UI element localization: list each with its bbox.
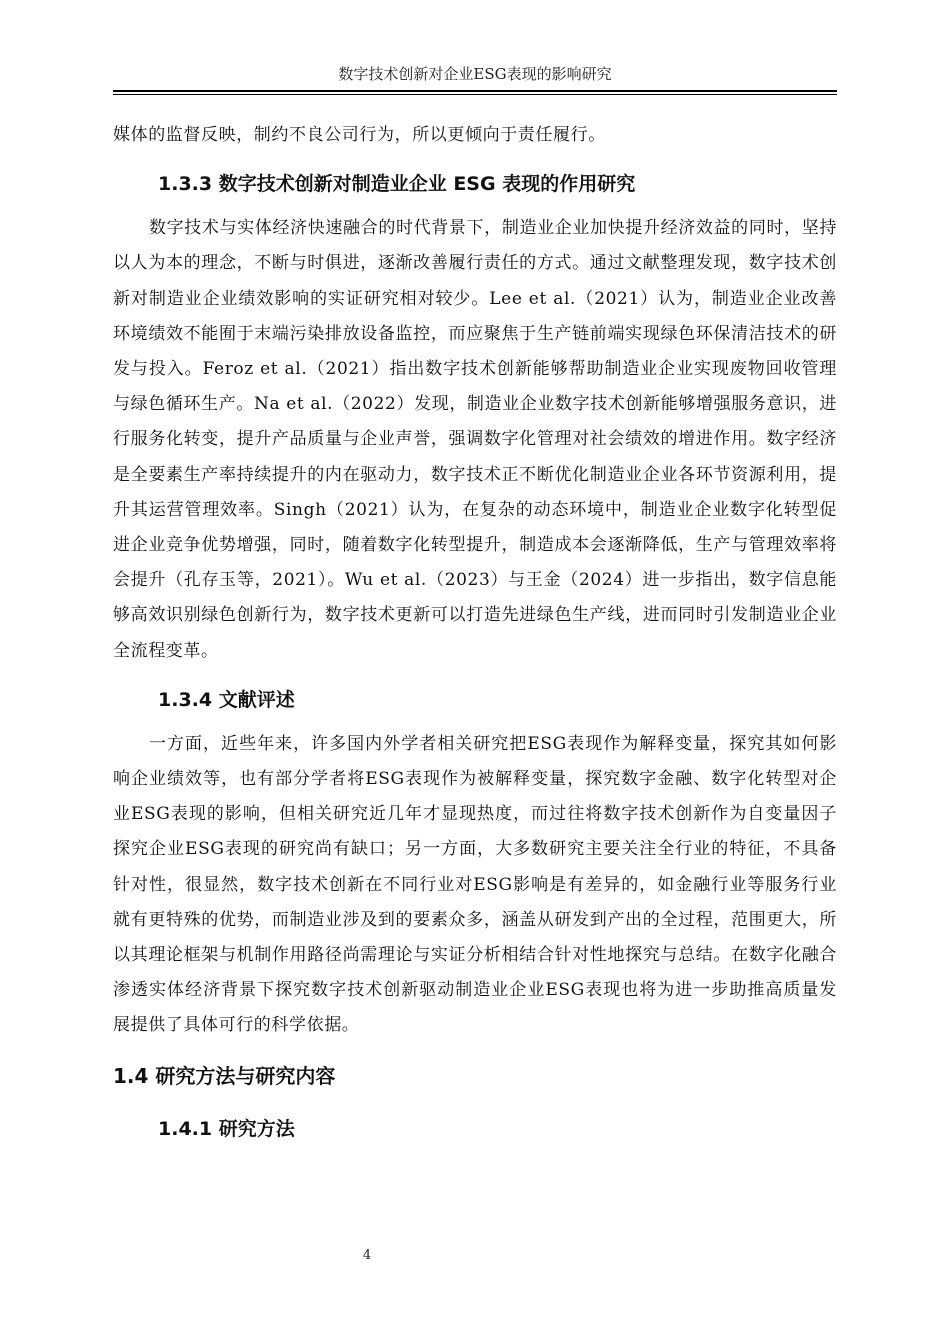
section-heading-1-3-3: 1.3.3 数字技术创新对制造业企业 ESG 表现的作用研究 <box>158 173 636 196</box>
page-body <box>113 118 837 1152</box>
section-heading-1-4-1: 1.4.1 研究方法 <box>158 1117 295 1140</box>
section-heading-1-4: 1.4 研究方法与研究内容 <box>113 1063 336 1088</box>
running-header-title: 数字技术创新对企业ESG表现的影响研究 <box>338 65 612 83</box>
paragraph-1-3-3: 数字技术与实体经济快速融合的时代背景下，制造业企业加快提升经济效益的同时，坚持以人为本的理念，不断与时俱进，逐渐改善履行责任的方式。通过文献整理发现，数字技术创新对制造业企业绩效影响的实证研究相对较少。Lee et al.（2021）认为，制造业企业改善环境绩效不能囿于末端污染排放设备监控，而应聚焦于生产链前端实现绿色环保清洁技术的研发与投入。Feroz et al.（2021）指出数字技术创新能够帮助制造业企业实现废物回收管理与绿色循环生产。Na et al.（2022）发现，制造业企业数字技术创新能够增强服务意识，进行服务化转变，提升产品质量与企业声誉，强调数字化管理对社会绩效的增进作用。数字经济是全要素生产率持续提升的内在驱动力，数字技术正不断优化制造业企业各环节资源利用，提升其运营管理效率。Singh（2021）认为，在复杂的动态环境中，制造业企业数字化转型促进企业竞争优势增强，同时，随着数字化转型提升，制造成本会逐渐降低，生产与管理效率将会提升（孔存玉等，2021）。Wu et al.（2023）与王金（2024）进一步指出，数字信息能够高效识别绿色创新行为，数字技术更新可以打造先进绿色生产线，进而同时引发制造业企业全流程变革。 <box>113 218 837 661</box>
header-rule <box>113 90 837 95</box>
paragraph-1-3-4: 一方面，近些年来，许多国内外学者相关研究把ESG表现作为解释变量，探究其如何影响企业绩效等，也有部分学者将ESG表现作为被解释变量，探究数字金融、数字化转型对企业ESG表现的影响，但相关研究近几年才显现热度，而过往将数字技术创新作为自变量因子探究企业ESG表现的研究尚有缺口；另一方面，大多数研究主要关注全行业的特征，不具备针对性，很显然，数字技术创新在不同行业对ESG影响是有差异的，如金融行业等服务行业就有更特殊的优势，而制造业涉及到的要素众多，涵盖从研发到产出的全过程，范围更大，所以其理论框架与机制作用路径尚需理论与实证分析相结合针对性地探究与总结。在数字化融合渗透实体经济背景下探究数字技术创新驱动制造业企业ESG表现也将为进一步助推高质量发展提供了具体可行的科学依据。 <box>113 733 837 1036</box>
page-number: 4 <box>362 1248 372 1263</box>
section-heading-1-3-4: 1.3.4 文献评述 <box>158 688 295 711</box>
paragraph-continuation: 媒体的监督反映，制约不良公司行为，所以更倾向于责任履行。 <box>113 125 606 145</box>
